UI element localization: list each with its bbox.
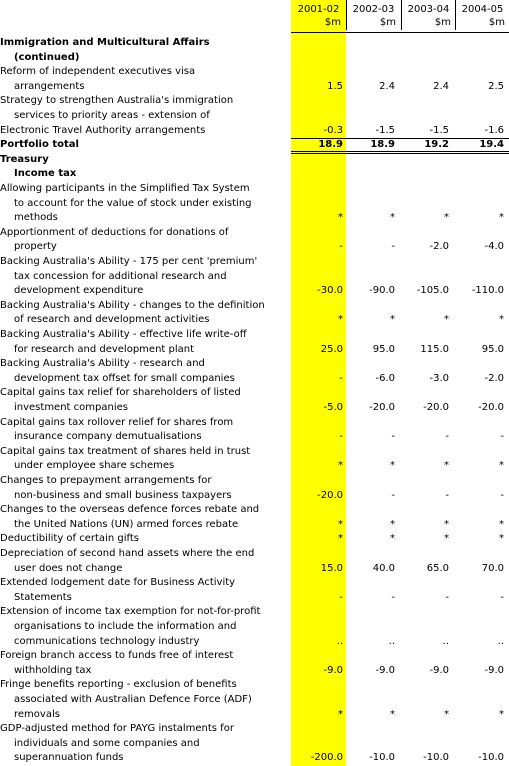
- year-header-2001-02: 2001-02: [297, 4, 340, 15]
- value-cell-2001-02: *: [338, 533, 343, 545]
- table-row: [0, 94, 509, 138]
- row-label-line: services to priority areas - extension of: [14, 109, 210, 121]
- value-cell-2001-02: *: [338, 708, 343, 720]
- row-label-line: insurance company demutualisations: [14, 431, 202, 443]
- table-row: [0, 445, 509, 474]
- row-label-line: user does not change: [14, 562, 123, 574]
- table-row: [0, 167, 509, 182]
- row-label-line: Capital gains tax treatment of shares held in trust: [0, 445, 251, 457]
- table-row: [0, 605, 509, 649]
- value-cell-2001-02: -0.3: [323, 124, 343, 136]
- value-cell-2002-03: ..: [388, 635, 395, 647]
- value-cell-2003-04: 19.2: [424, 139, 449, 151]
- value-cell-2004-05: -110.0: [471, 285, 504, 297]
- row-label: [0, 65, 285, 94]
- row-label: [0, 328, 285, 357]
- value-cell-2002-03: 2.4: [379, 80, 395, 92]
- row-label-line: Extended lodgement date for Business Activity: [0, 577, 236, 589]
- row-label: [0, 299, 285, 328]
- row-label-line: investment companies: [14, 401, 128, 413]
- value-cell-2004-05: -: [500, 431, 504, 443]
- value-cell-2003-04: -: [445, 591, 449, 603]
- row-label-line: the United Nations (UN) armed forces rebate: [14, 518, 239, 530]
- value-cell-2002-03: 40.0: [372, 562, 395, 574]
- value-cell-2004-05: -20.0: [478, 401, 504, 413]
- row-label: [0, 416, 285, 445]
- value-cell-2002-03: -9.0: [375, 664, 395, 676]
- value-cell-2001-02: -: [339, 241, 343, 253]
- total-rule-top: [291, 138, 509, 139]
- value-cell-2004-05: 2.5: [488, 80, 504, 92]
- value-cell-2002-03: -10.0: [369, 752, 395, 764]
- row-label: [0, 36, 285, 65]
- row-label-line: Strategy to strengthen Australia's immigration: [0, 95, 234, 107]
- value-cell-2003-04: 115.0: [420, 343, 449, 355]
- value-cell-2002-03: *: [390, 708, 395, 720]
- row-label-line: Allowing participants in the Simplified Tax System: [0, 183, 250, 194]
- value-cell-2002-03: -6.0: [375, 372, 395, 384]
- value-cell-2004-05: -9.0: [484, 664, 504, 676]
- row-label: [0, 357, 285, 386]
- value-cell-2001-02: -: [339, 431, 343, 443]
- row-label: [0, 576, 285, 605]
- value-cell-2001-02: *: [338, 314, 343, 326]
- row-label-line: development expenditure: [14, 285, 144, 297]
- value-cell-2002-03: -1.5: [375, 124, 395, 136]
- unit-label-2003-04: $m: [434, 17, 451, 28]
- row-label: [0, 226, 285, 255]
- value-cell-2003-04: *: [444, 460, 449, 472]
- row-label-line: removals: [14, 708, 60, 720]
- table-row: [0, 576, 509, 605]
- row-label-line: organisations to include the information and: [14, 620, 237, 632]
- value-cell-2003-04: *: [444, 533, 449, 545]
- row-label-line: Backing Australia's Ability - 175 per cent 'premium': [0, 256, 258, 267]
- value-cell-2001-02: *: [338, 518, 343, 530]
- value-cell-2003-04: 65.0: [426, 562, 449, 574]
- value-cell-2003-04: 2.4: [433, 80, 449, 92]
- row-label-line: Fringe benefits reporting - exclusion of benefits: [0, 679, 237, 691]
- row-label-line: Backing Australia's Ability - changes to the definition: [0, 299, 265, 311]
- value-cell-2004-05: -10.0: [478, 752, 504, 764]
- column-divider: [455, 0, 456, 30]
- table-row: [0, 386, 509, 415]
- value-cell-2004-05: -: [500, 591, 504, 603]
- value-cell-2001-02: *: [338, 460, 343, 472]
- value-cell-2004-05: ..: [497, 635, 504, 647]
- row-label: [0, 153, 285, 168]
- row-label-line: Electronic Travel Authority arrangements: [0, 124, 206, 136]
- row-label-line: Capital gains tax relief for shareholders of listed: [0, 387, 241, 399]
- value-cell-2001-02: -: [339, 591, 343, 603]
- row-label: [0, 678, 285, 722]
- total-rule-bottom: [291, 151, 509, 152]
- row-label-line: Changes to prepayment arrangements for: [0, 475, 212, 486]
- row-label-line: to account for the value of stock under existing: [14, 197, 252, 209]
- table-row: [0, 299, 509, 328]
- row-label: [0, 532, 285, 547]
- value-cell-2004-05: *: [499, 518, 504, 530]
- value-cell-2003-04: -1.5: [429, 124, 449, 136]
- row-label: [0, 503, 285, 532]
- value-cell-2001-02: 15.0: [320, 562, 343, 574]
- value-cell-2001-02: 18.9: [318, 139, 343, 151]
- table-row: [0, 36, 509, 65]
- value-cell-2003-04: -105.0: [416, 285, 449, 297]
- table-row: [0, 182, 509, 226]
- row-label-line: arrangements: [14, 80, 85, 92]
- value-cell-2004-05: *: [499, 314, 504, 326]
- value-cell-2001-02: -30.0: [317, 285, 343, 297]
- value-cell-2004-05: *: [499, 212, 504, 224]
- value-cell-2002-03: *: [390, 460, 395, 472]
- value-cell-2002-03: -: [391, 591, 395, 603]
- header-rule: [291, 32, 509, 33]
- value-cell-2002-03: *: [390, 314, 395, 326]
- value-cell-2002-03: -90.0: [369, 285, 395, 297]
- value-cell-2002-03: 95.0: [372, 343, 395, 355]
- value-cell-2002-03: *: [390, 212, 395, 224]
- value-cell-2002-03: 18.9: [370, 139, 395, 151]
- table-row: [0, 65, 509, 94]
- row-label: [0, 474, 285, 503]
- year-header-2004-05: 2004-05: [461, 4, 504, 15]
- row-label: [0, 547, 285, 576]
- row-label-line: (continued): [14, 51, 80, 63]
- row-label-line: Apportionment of deductions for donations of: [0, 226, 229, 238]
- row-label: [0, 167, 285, 182]
- row-label: [0, 386, 285, 415]
- table-row: [0, 255, 509, 299]
- value-cell-2004-05: 70.0: [481, 562, 504, 574]
- column-divider: [401, 0, 402, 30]
- total-rule-bottom-double: [291, 153, 509, 154]
- row-label-line: individuals and some companies and: [14, 737, 200, 749]
- unit-label-2001-02: $m: [324, 17, 341, 28]
- value-cell-2003-04: *: [444, 212, 449, 224]
- row-label: [0, 138, 285, 153]
- value-cell-2003-04: -: [445, 431, 449, 443]
- value-cell-2003-04: -20.0: [423, 401, 449, 413]
- table-row: [0, 722, 509, 766]
- value-cell-2004-05: 95.0: [481, 343, 504, 355]
- value-cell-2002-03: -20.0: [369, 401, 395, 413]
- row-label-line: associated with Australian Defence Force (ADF): [14, 693, 252, 705]
- row-label-line: Changes to the overseas defence forces rebate and: [0, 504, 260, 516]
- row-label-line: Income tax: [14, 168, 77, 180]
- value-cell-2004-05: *: [499, 460, 504, 472]
- row-label: [0, 445, 285, 474]
- row-label: [0, 649, 285, 678]
- row-label-line: withholding tax: [14, 664, 92, 676]
- value-cell-2002-03: -: [391, 431, 395, 443]
- row-label-line: GDP-adjusted method for PAYG instalments for: [0, 723, 234, 735]
- row-label-line: Reform of independent executives visa: [0, 66, 196, 78]
- value-cell-2001-02: -5.0: [323, 401, 343, 413]
- table-row: [0, 416, 509, 445]
- row-label-line: Foreign branch access to funds free of interest: [0, 650, 234, 662]
- row-label-line: Backing Australia's Ability - research and: [0, 358, 205, 370]
- row-label-line: for research and development plant: [14, 343, 195, 355]
- table-row: [0, 503, 509, 532]
- value-cell-2003-04: *: [444, 708, 449, 720]
- table-row: [0, 547, 509, 576]
- row-label: [0, 605, 285, 649]
- row-label-line: Capital gains tax rollover relief for shares from: [0, 416, 234, 428]
- row-label-line: non-business and small business taxpayers: [14, 489, 232, 501]
- unit-label-2004-05: $m: [488, 17, 505, 28]
- row-label-line: methods: [14, 212, 58, 224]
- row-label: [0, 255, 285, 299]
- value-cell-2003-04: *: [444, 518, 449, 530]
- value-cell-2003-04: -: [445, 489, 449, 501]
- table-row: [0, 649, 509, 678]
- year-header-2003-04: 2003-04: [407, 4, 450, 15]
- row-label-line: property: [14, 241, 57, 253]
- row-label-line: Depreciation of second hand assets where the end: [0, 548, 255, 559]
- row-label-line: Immigration and Multicultural Affairs: [0, 37, 210, 48]
- value-cell-2001-02: ..: [336, 635, 343, 647]
- table-row: [0, 678, 509, 722]
- row-label: [0, 94, 285, 138]
- value-cell-2003-04: ..: [442, 635, 449, 647]
- row-label-line: Backing Australia's Ability - effective life write-off: [0, 329, 247, 340]
- value-cell-2003-04: -10.0: [423, 752, 449, 764]
- table-row: [0, 226, 509, 255]
- value-cell-2002-03: *: [390, 533, 395, 545]
- row-label-line: Extension of income tax exemption for not-for-profit: [0, 606, 261, 618]
- table-row: [0, 474, 509, 503]
- value-cell-2001-02: -20.0: [317, 489, 343, 501]
- value-cell-2001-02: *: [338, 212, 343, 224]
- row-label-line: Deductibility of certain gifts: [0, 533, 139, 545]
- row-label-line: tax concession for additional research and: [14, 270, 227, 282]
- value-cell-2001-02: 25.0: [320, 343, 343, 355]
- value-cell-2004-05: -1.6: [484, 124, 504, 136]
- row-label: [0, 722, 285, 766]
- row-label-line: communications technology industry: [14, 635, 200, 647]
- value-cell-2004-05: -4.0: [484, 241, 504, 253]
- value-cell-2004-05: *: [499, 708, 504, 720]
- row-label-line: under employee share schemes: [14, 460, 175, 472]
- value-cell-2004-05: 19.4: [479, 139, 504, 151]
- column-divider: [346, 0, 347, 30]
- table-row: [0, 532, 509, 547]
- row-label-line: development tax offset for small companies: [14, 372, 235, 384]
- value-cell-2003-04: *: [444, 314, 449, 326]
- value-cell-2003-04: -3.0: [429, 372, 449, 384]
- value-cell-2001-02: -200.0: [310, 752, 343, 764]
- value-cell-2002-03: -: [391, 489, 395, 501]
- table-row: [0, 153, 509, 168]
- value-cell-2004-05: -: [500, 489, 504, 501]
- unit-label-2002-03: $m: [379, 17, 396, 28]
- table-row: [0, 328, 509, 357]
- table-row: [0, 357, 509, 386]
- year-header-2002-03: 2002-03: [352, 4, 395, 15]
- row-label-line: Statements: [14, 591, 72, 603]
- value-cell-2002-03: -: [391, 241, 395, 253]
- row-label-line: Portfolio total: [0, 139, 79, 151]
- row-label-line: Treasury: [0, 153, 49, 165]
- value-cell-2003-04: -2.0: [429, 241, 449, 253]
- row-label-line: of research and development activities: [14, 314, 210, 326]
- value-cell-2001-02: 1.5: [327, 80, 343, 92]
- value-cell-2001-02: -: [339, 372, 343, 384]
- value-cell-2001-02: -9.0: [323, 664, 343, 676]
- row-label-line: superannuation funds: [14, 752, 124, 764]
- row-label: [0, 182, 285, 226]
- value-cell-2004-05: *: [499, 533, 504, 545]
- value-cell-2003-04: -9.0: [429, 664, 449, 676]
- value-cell-2002-03: *: [390, 518, 395, 530]
- value-cell-2004-05: -2.0: [484, 372, 504, 384]
